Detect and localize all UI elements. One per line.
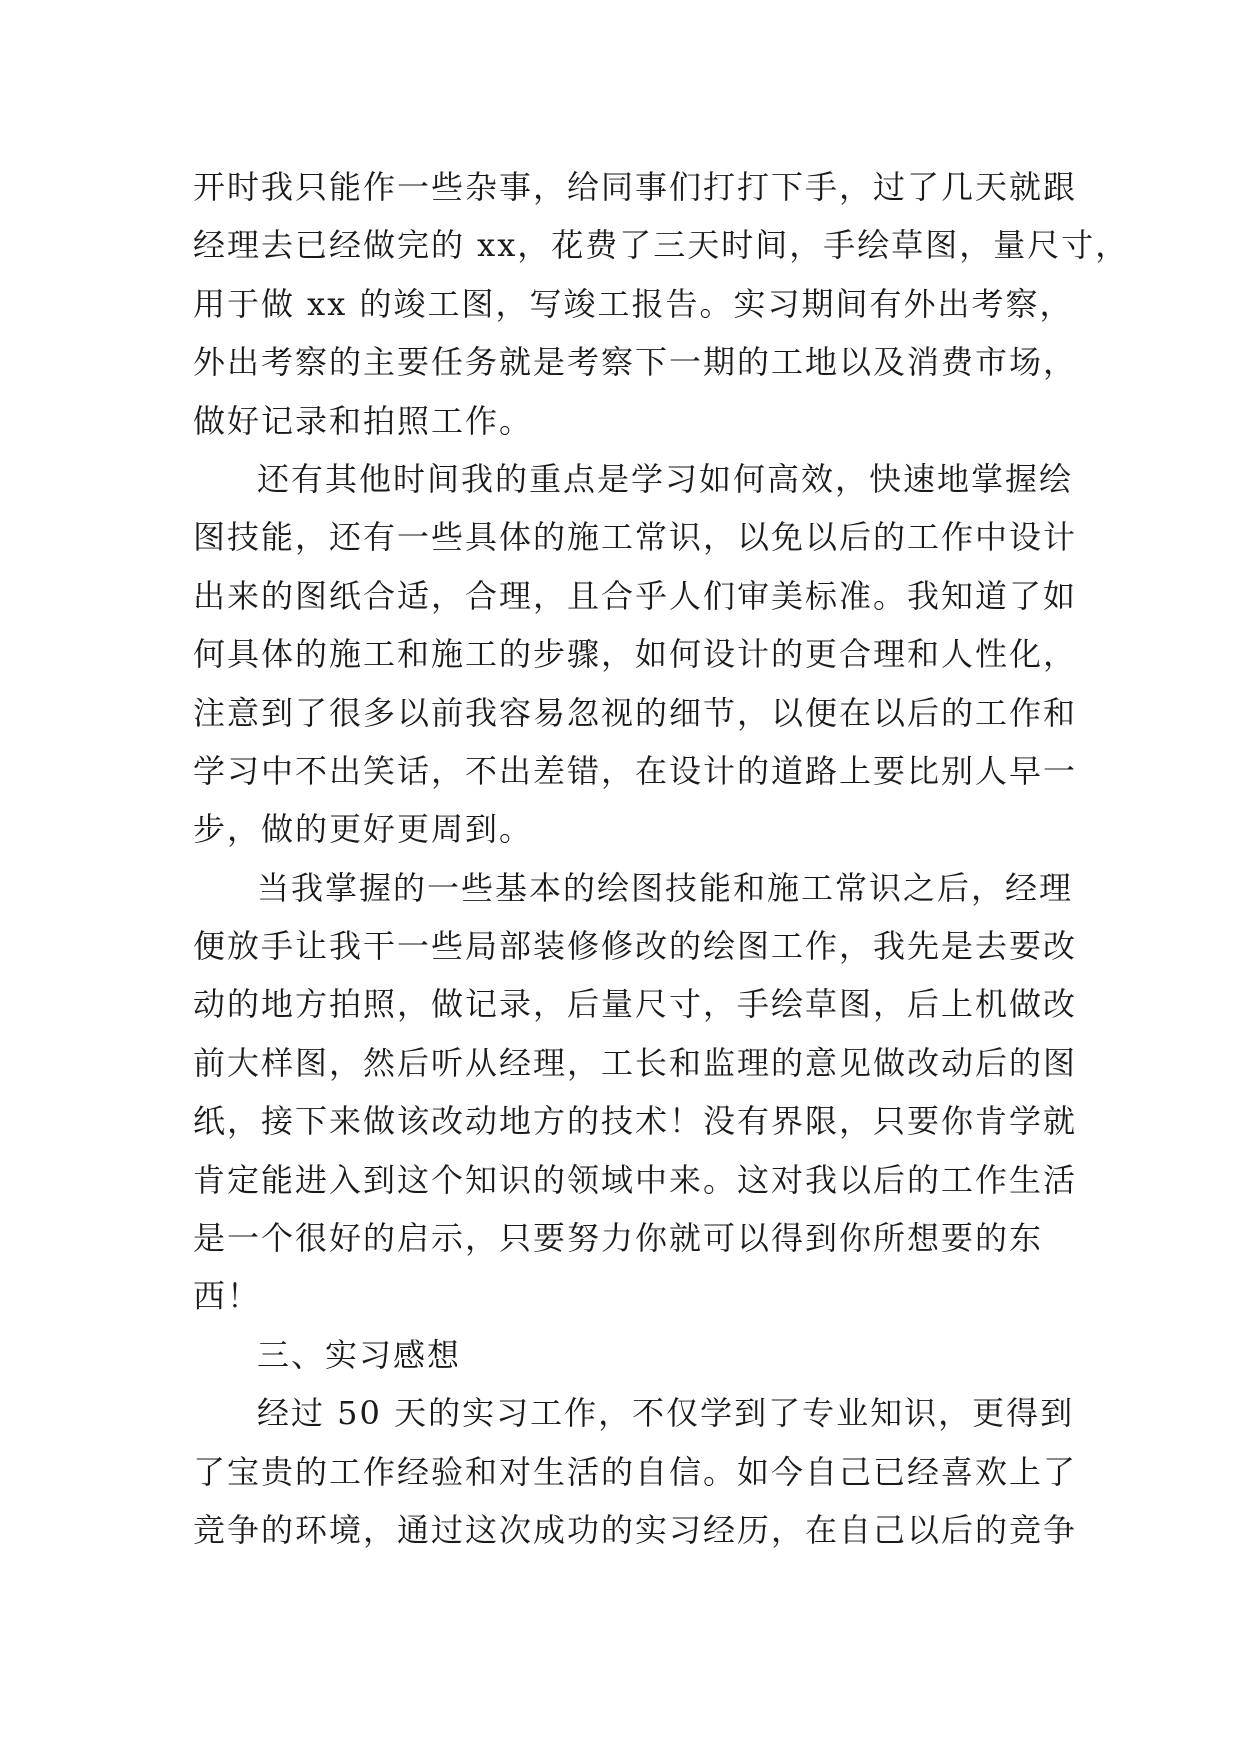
text-line: 步，做的更好更周到。 [193, 810, 534, 849]
text-line: 外出考察的主要任务就是考察下一期的工地以及消费市场， [193, 343, 1078, 382]
text-line: 便放手让我干一些局部装修修改的绘图工作，我先是去要改 [193, 927, 1078, 966]
text-line: 做好记录和拍照工作。 [193, 401, 534, 440]
text-line: 开时我只能作一些杂事，给同事们打打下手，过了几天就跟 [193, 168, 1078, 206]
text-line: 经过 50 天的实习工作，不仅学到了专业知识，更得到 [257, 1394, 1075, 1433]
text-line: 注意到了很多以前我容易忽视的细节，以便在以后的工作和 [193, 693, 1078, 732]
text-line: 前大样图，然后听从经理，工长和监理的意见做改动后的图 [193, 1043, 1078, 1082]
text-line: 当我掌握的一些基本的绘图技能和施工常识之后，经理 [257, 868, 1074, 907]
text-line: 动的地方拍照，做记录，后量尺寸，手绘草图，后上机做改 [193, 985, 1078, 1024]
text-line: 学习中不出笑话，不出差错，在设计的道路上要比别人早一 [193, 751, 1078, 790]
text-line: 出来的图纸合适，合理，且合乎人们审美标准。我知道了如 [193, 576, 1078, 615]
text-line: 图技能，还有一些具体的施工常识，以免以后的工作中设计 [193, 518, 1078, 557]
text-line: 何具体的施工和施工的步骤，如何设计的更合理和人性化， [193, 635, 1078, 674]
text-line: 用于做 xx 的竣工图，写竣工报告。实习期间有外出考察， [193, 284, 1074, 323]
text-line: 是一个很好的启示，只要努力你就可以得到你所想要的东 [193, 1219, 1044, 1258]
text-line: 肯定能进入到这个知识的领域中来。这对我以后的工作生活 [193, 1160, 1078, 1199]
body-text [193, 158, 1130, 1559]
text-line: 经理去已经做完的 xx，花费了三天时间，手绘草图，量尺寸， [193, 226, 1130, 265]
text-line: 还有其他时间我的重点是学习如何高效，快速地掌握绘 [257, 459, 1074, 498]
text-line: 了宝贵的工作经验和对生活的自信。如今自己已经喜欢上了 [193, 1452, 1078, 1491]
text-line: 三、实习感想 [257, 1335, 462, 1374]
text-line: 纸，接下来做该改动地方的技术！没有界限，只要你肯学就 [193, 1102, 1078, 1141]
text-line: 西！ [193, 1277, 262, 1316]
text-line: 竞争的环境，通过这次成功的实习经历，在自己以后的竞争 [193, 1510, 1078, 1549]
